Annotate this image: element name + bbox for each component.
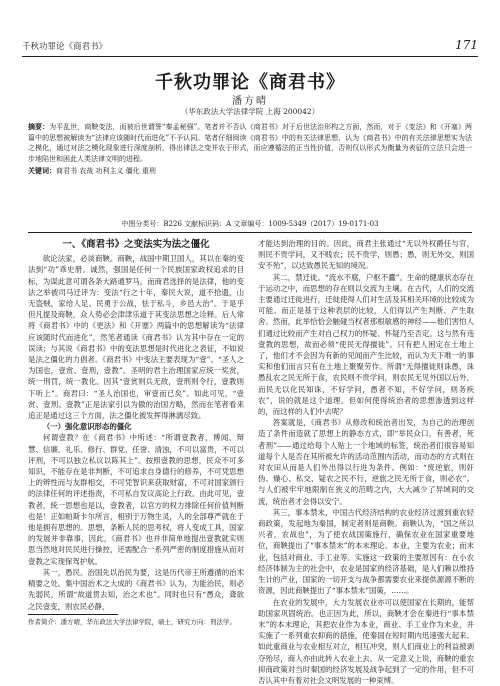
body-paragraph: 答案就是，《商君书》从修改和统治者出发，为自己的治理创造了条件而造就了思想上的静态方式，即“举民众口，有善者，死者刑”——通过给每个人贴上一个地域的标签，统治者们很容易知道每个人是否在其所被允许的活动范围内活动，而动态的方式则在对农田从而是人们外出得以行进为条件。例如：“废逆旅，则奸伪、燥心、私交、疑农之民不行，逆旅之民无所于食，则必农”。与人们被牢牢地限制在狭义的范畴之内，大大减少了异域间的交流，统治者才会得以安宁。 bbox=[258, 417, 474, 507]
body-paragraph: 其一，愚民。治国先以治民为要，这是历代帝王所遵循的治术精要之处。集中国治术之大成的《商君书》认为，为能治民，则必先弱民，所谓“故道贯去知，治之术也”。同时也只有“愚众，聋欲之民壹变，则农民必静， bbox=[28, 567, 244, 612]
body-paragraph: 欲论法家，必谈商鞅。商鞅，战国中期卫国人，其以在秦的变法到“功”乖史册。诚然，强国是任何一个民族国家政权追求的目标，为谋此意可谓各条大路通罗马，而商君选择的是法律，他的变法之举被司马迁评为：变法“行之十年，秦民大说，道不拾遗，山无盗贼，家给人足。民勇于公战，怯于私斗，乡邑大治”。于是乎但凡提及商鞅，众人势必会津津乐道于其变法思想之诠释。后人常将《商君书》中的《更法》和《开塞》两篇中的思想解读为“法律应该随时代而进化”，然笔者通读《商君书》认为其中存在一定的误读；与其说《商君书》中的变法思想是时代进化之表征，不如说是法之僵化的力倡者。《商君书》中变法主要表现为“壹”。“圣人之为国也，壹赏、壹刑，壹教”。圣明的君主治理国家应统一奖赏，统一刑罚，统一教化。因其“壹赏则兵无敌，壹刑则令行，壹教则下听上”。商君曰：“圣人治国也，审壹而已矣”。如此可见，“壹赏、壹刑、壹教”正是法家引以为傲的治国方略，然而在笔者看来追正是通过这三个方面，法之僵化被发挥得淋漓尽致。 bbox=[28, 253, 244, 421]
abstract-divider bbox=[28, 232, 472, 233]
keywords-text: 商君书 农战 功利主义 僵化 重刑 bbox=[56, 167, 156, 175]
article-title: 千秋功罪论《商君书》 bbox=[0, 68, 500, 94]
running-head-title: 千秋功罪论《商君书》 bbox=[22, 40, 107, 52]
right-column bbox=[258, 238, 474, 648]
abstract bbox=[28, 122, 472, 177]
footnote-divider bbox=[28, 614, 118, 615]
abstract-label: 摘要： bbox=[28, 122, 49, 131]
author-footnote: 作者简介：潘方晴，华东政法大学法律学院，硕士，研究方向：刑法学。 bbox=[28, 618, 244, 627]
body-paragraph: 其三，事本禁末，中国古代经济结构的农业经济过渡到重农轻商政策，发起地为秦国，制定者则是商鞅。商鞅认为，“国之所以兴者，农战也”，为了使农战国策施行，确保农业在国家重要地位，商鞅提出了“事本禁末”的本末理论。本业，主要为农业；而末业，包括对商业、手工业等。实施这一政策的主要原因有：在小农经济体制为主的社会中，农业是国家的经济基础，是人们赖以维持生计的产业，国家的一切开支与战争都需要农业来提供源源不断的资源，因此商鞅提出了“事本禁末”国策，……。 bbox=[258, 507, 474, 597]
keywords bbox=[28, 166, 472, 177]
body-paragraph: 其二，禁迁徙。“流水不腐，户枢不蠹”。生命的健康状态存在于运动之中，而思想的存在则以交流为主壤。在古代，人们的交流主要通过迁徙进行，迁徙使得人们对生活及其相关环境的比较成为可能。而正是基于这种表层的比较，人们得以产生判断、产生取舍。然而，此举恰恰会触碰当权者那根敏感的神经——他们害怕人们通过比较而产生对自己权力的怀疑、怀疑乃至否定。这与然有违壹教的思想，故而必须“使民无得擅徙”。只有把人困定在土地上了，他们才不会因为有新的见闻而产生比较，而认为天下唯一的事实和他们而言只有在土地上聚聚劳作。所谓“无得擅徙则诛愚，诛愚乱农之民无所于食，农民则不贵学问，则农民无见外国以后外，而民无以化民知诛，不好学问，愚者不知，不好学问，则务疾农”，说的就是这个道理。但如何使得统治者的思想渗透到这样的，而这样的人们中去呢？ bbox=[258, 272, 474, 418]
abstract-body bbox=[28, 122, 472, 164]
body-paragraph: 才能达到治理的目的。因此，商君主张通过“无以外权爵任与官，则民不贵学问，又不贱农；民不贵学，则愚；愚，则无外交，则国安不殆”，以达致愚民无知的境况。 bbox=[258, 238, 474, 272]
article-affiliation: （华东政法大学法律学院 上海 200042） bbox=[0, 106, 500, 117]
left-column bbox=[28, 238, 244, 610]
body-paragraph: 何谓壹教？在《商君书》中所述：“所谓壹教者，博闻、辩慧、信廉、礼乐、修行、群党、任誉、清浊，不可以富贵，不可以评刑，不可以独立私议以陈其上”。按照壹教的思想，民众不可多知识，不能存在是非判断，不可追求自身德行的修养，不可凭思想上的辨性而与友群相交，不可凭智识来获取财富，不可对国家颁行的法律任何的评述指责，不可私自发议高论上行政。由此可见，壹教者，统一思想也是以，壹教者，以官方的权力排除任何价值判断也是！正如帕斯卡尔所言，相别于万物生灵，人的全部尊严就在于他是拥有思想的。思想，条断人民的思考权，将人变成工具，国家的发展并非靠事，因此，《商君书》也并非简单地提出壹教就实则思当然地对民民进行操控，还需配合一系列严密的制度措施从而对壹教之实现保驾护航。 bbox=[28, 432, 244, 566]
page-number: 171 bbox=[455, 38, 478, 52]
subsection-heading: （一）强化意识形态的僵化 bbox=[28, 421, 244, 432]
body-paragraph: 在农业的发展中，大力发展农业亦可以使国家在长期的，能帮助国家巩固统治。也正因为此，所以，商鞅才会在秦进行“事本禁末”的本末理论，其把农业作为本业，商业、手工业作为末业，并实施了一系列重农抑商的措施，使秦国在短时期内迅速强大起来。如此重商业与农业相互对立，相互冲突，则人们商业上的利益被剥夺殆尽，商人亦由此转入农业上去。从一定意义上说，商鞅的重农抑商政策对当时秦国的经济发展及战争起到了一定的作用，但不可否认其中有着对社会文明发展的一种束缚。 bbox=[258, 597, 474, 686]
section-heading: 一、《商君书》之变法实为法之僵化 bbox=[28, 239, 244, 250]
article-author: 潘方晴 bbox=[0, 92, 500, 107]
keywords-label: 关键词： bbox=[28, 166, 56, 175]
header-divider bbox=[22, 56, 478, 57]
running-head bbox=[22, 38, 478, 52]
classification-line: 中图分类号：B226 文献标识码：A 文章编号：1009-5349（2017）19-0171-03 bbox=[0, 219, 500, 229]
abstract-text: 为平乱世，商鞅变法，而被后世谓誉“秦孟秘强”。笔者并不否认《商君书》对于后世法治形构之方面，然而，对于《变法》和《开塞》两篇中的思想被解读为“法律应该随时代而进化”不予认同。笔者仔细阅读《商君书》中的有关法律思想，认为《商君书》中的有关法律思想实为法之模化，通过对法之模化现象进行深度剖析，得出律法之变并农于形式，而应遵循法的正当性价值，否则仅以形式为衡量为表征的立法只会进一步地陷世和困此人类法律文明的进程。 bbox=[28, 123, 472, 163]
